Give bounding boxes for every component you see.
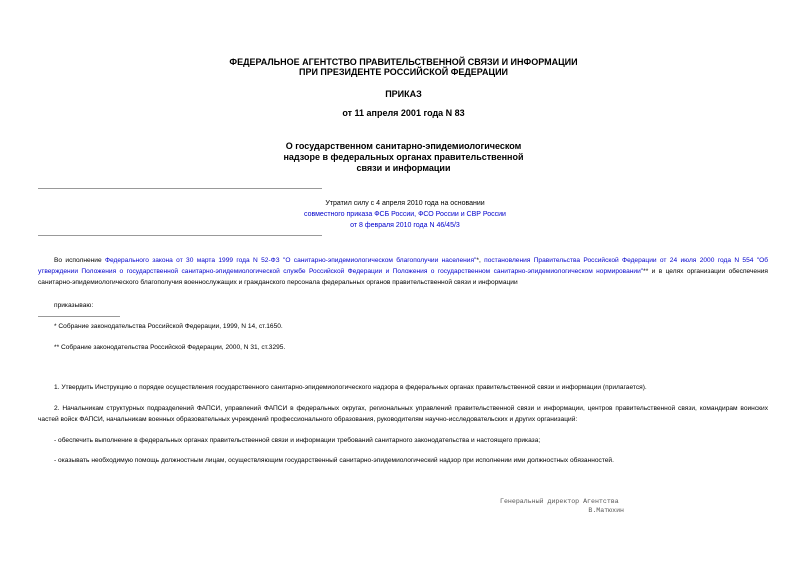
- agency-name-line2: ПРИ ПРЕЗИДЕНТЕ РОССИЙСКОЙ ФЕДЕРАЦИИ: [298, 67, 509, 77]
- document-date-number: от 11 апреля 2001 года N 83: [342, 108, 465, 118]
- document-title-line3: связи и информации: [356, 163, 451, 173]
- status-note-text: Утратил силу с 4 апреля 2010 года на основании: [325, 200, 485, 207]
- footnote-2: ** Собрание законодательства Российской Федерации, 2000, N 31, ст.3295.: [54, 344, 286, 351]
- document-title-line1: О государственном санитарно-эпидемиологическом: [285, 141, 522, 151]
- document-title-line2: надзоре в федеральных органах правительственной: [283, 152, 524, 162]
- item-2-subitem-a: - обеспечить выполнение в федеральных органах правительственной связи и информации требований санитарного законодательства и настоящего приказа;: [54, 437, 541, 444]
- intro-text-start: Во исполнение: [54, 257, 105, 264]
- item-2: 2. Начальникам структурных подразделений ФАПСИ, управлений ФАПСИ в федеральных округах, региональных управлений правительственной связи и информации, центров правительственной связи, командирам воинских частей войск ФАПСИ, начальникам военных образовательных учреждений профессионального образования, руководителям научно-исследовательских и других организаций:: [38, 405, 768, 423]
- divider-bottom: [38, 235, 322, 236]
- government-decree-link[interactable]: постановления Правительства Российской Федерации от 24 июля 2000 года N 554 "Об утверждении Положения о государственной санитарно-эпидемиологической службе Российской Федерации и Положения о государственном санитарно-эпидемиологическом нормировании": [38, 257, 769, 275]
- intro-text-mid: *,: [476, 257, 485, 264]
- document-type: ПРИКАЗ: [385, 89, 422, 99]
- intro-paragraph: [38, 255, 768, 288]
- agency-name-line1: ФЕДЕРАЛЬНОЕ АГЕНТСТВО ПРАВИТЕЛЬСТВЕННОЙ СВЯЗИ И ИНФОРМАЦИИ: [229, 57, 578, 67]
- item-2-subitem-b: - оказывать необходимую помощь должностным лицам, осуществляющим государственный санитарно-эпидемиологический надзор при исполнении ими должностных обязанностей.: [54, 457, 614, 464]
- status-note-link-line2[interactable]: от 8 февраля 2010 года N 46/45/3: [350, 222, 460, 229]
- footnote-rule: [38, 316, 120, 317]
- signature-position: Генеральный директор Агентства: [500, 498, 619, 505]
- federal-law-link[interactable]: Федерального закона от 30 марта 1999 года N 52-ФЗ "О санитарно-эпидемиологическом благополучии населения": [104, 257, 477, 264]
- intro-text-end: ** и в целях организации обеспечения санитарно-эпидемиологического благополучия военнослужащих и гражданского персонала федеральных органов правительственной связи и информации: [38, 268, 768, 286]
- signature-name: В.Матюхин: [588, 507, 624, 514]
- status-note-link-line1[interactable]: совместного приказа ФСБ России, ФСО России и СВР России: [304, 211, 506, 218]
- footnote-1: * Собрание законодательства Российской Федерации, 1999, N 14, ст.1650.: [54, 323, 283, 330]
- order-word: приказываю:: [54, 302, 94, 309]
- divider-top: [38, 188, 322, 189]
- item-1: 1. Утвердить Инструкцию о порядке осуществления государственного санитарно-эпидемиологического надзора в федеральных органах правительственной связи и информации (прилагается).: [54, 384, 647, 391]
